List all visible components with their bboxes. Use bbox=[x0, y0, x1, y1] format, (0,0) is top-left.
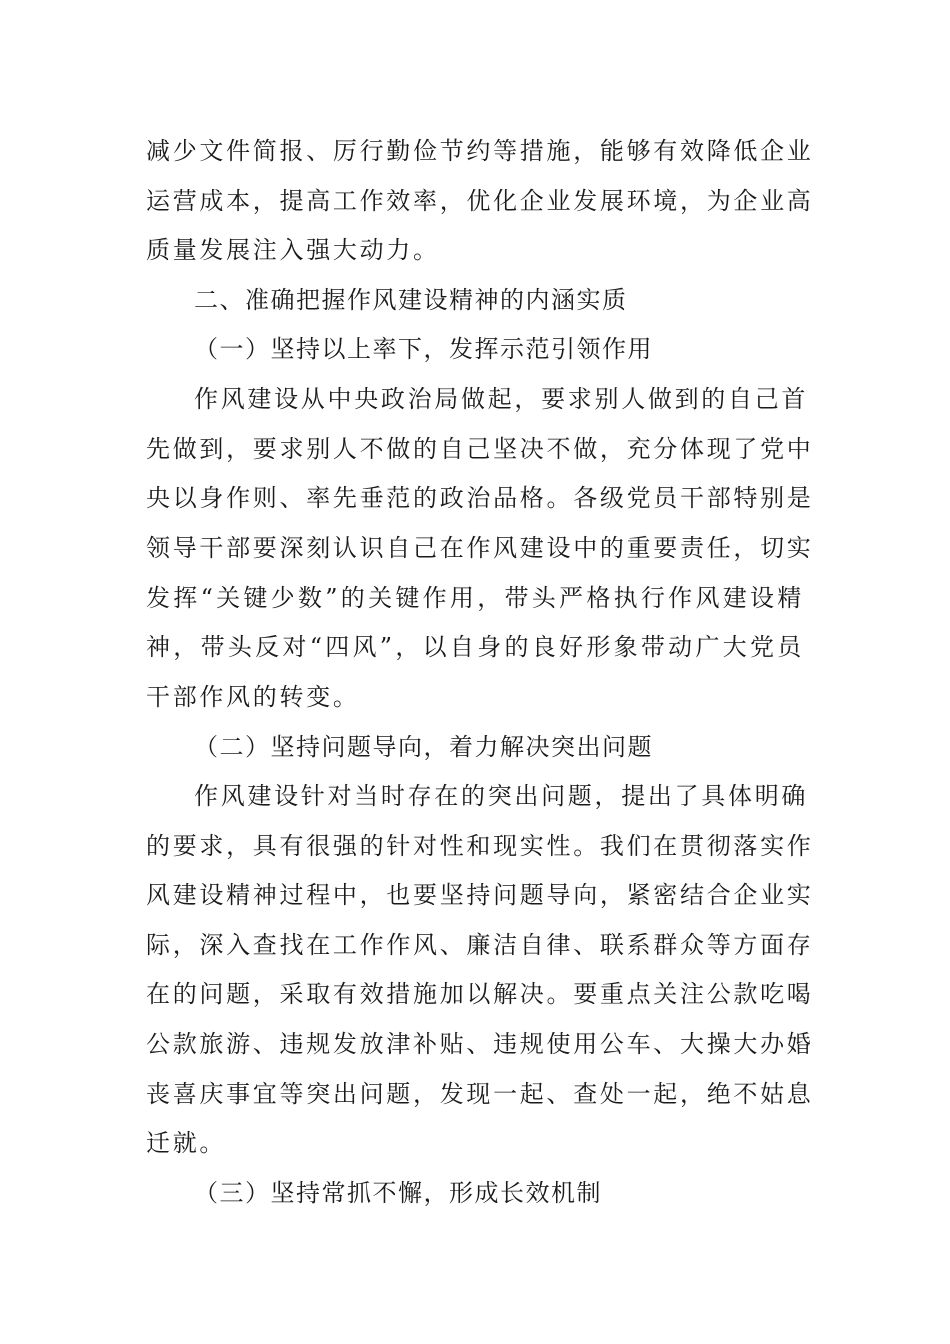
text-line: 的要求，具有很强的针对性和现实性。我们在贯彻落实作 bbox=[146, 832, 814, 860]
text-line: 迁就。 bbox=[146, 1129, 227, 1157]
text-line: 央以身作则、率先垂范的政治品格。各级党员干部特别是 bbox=[146, 484, 814, 512]
text-line: 风建设精神过程中，也要坚持问题导向，紧密结合企业实 bbox=[146, 881, 814, 909]
text-line: 领导干部要深刻认识自己在作风建设中的重要责任，切实 bbox=[146, 534, 814, 562]
text-line: 干部作风的转变。 bbox=[146, 683, 360, 711]
text-line: 在的问题，采取有效措施加以解决。要重点关注公款吃喝 bbox=[146, 980, 814, 1008]
text-line: 公款旅游、违规发放津补贴、违规使用公车、大操大办婚 bbox=[146, 1030, 814, 1058]
subsection-heading: （三）坚持常抓不懈，形成长效机制 bbox=[194, 1179, 602, 1207]
paragraph-first-line: 作风建设从中央政治局做起，要求别人做到的自己首 bbox=[194, 385, 809, 413]
section-heading: 二、准确把握作风建设精神的内涵实质 bbox=[194, 286, 628, 314]
subsection-heading: （二）坚持问题导向，着力解决突出问题 bbox=[194, 733, 653, 761]
paragraph-first-line: 作风建设针对当时存在的突出问题，提出了具体明确 bbox=[194, 782, 809, 810]
text-line: 神，带头反对“四风”，以自身的良好形象带动广大党员 bbox=[146, 633, 804, 661]
text-line: 运营成本，提高工作效率，优化企业发展环境，为企业高 bbox=[146, 187, 814, 215]
text-line: 际，深入查找在工作作风、廉洁自律、联系群众等方面存 bbox=[146, 931, 814, 959]
text-line: 质量发展注入强大动力。 bbox=[146, 236, 440, 264]
text-line: 丧喜庆事宜等突出问题，发现一起、查处一起，绝不姑息 bbox=[146, 1080, 814, 1108]
text-line: 减少文件简报、厉行勤俭节约等措施，能够有效降低企业 bbox=[146, 137, 814, 165]
text-line: 发挥“关键少数”的关键作用，带头严格执行作风建设精 bbox=[146, 584, 804, 612]
subsection-heading: （一）坚持以上率下，发挥示范引领作用 bbox=[194, 335, 653, 363]
text-line: 先做到，要求别人不做的自己坚决不做，充分体现了党中 bbox=[146, 435, 814, 463]
